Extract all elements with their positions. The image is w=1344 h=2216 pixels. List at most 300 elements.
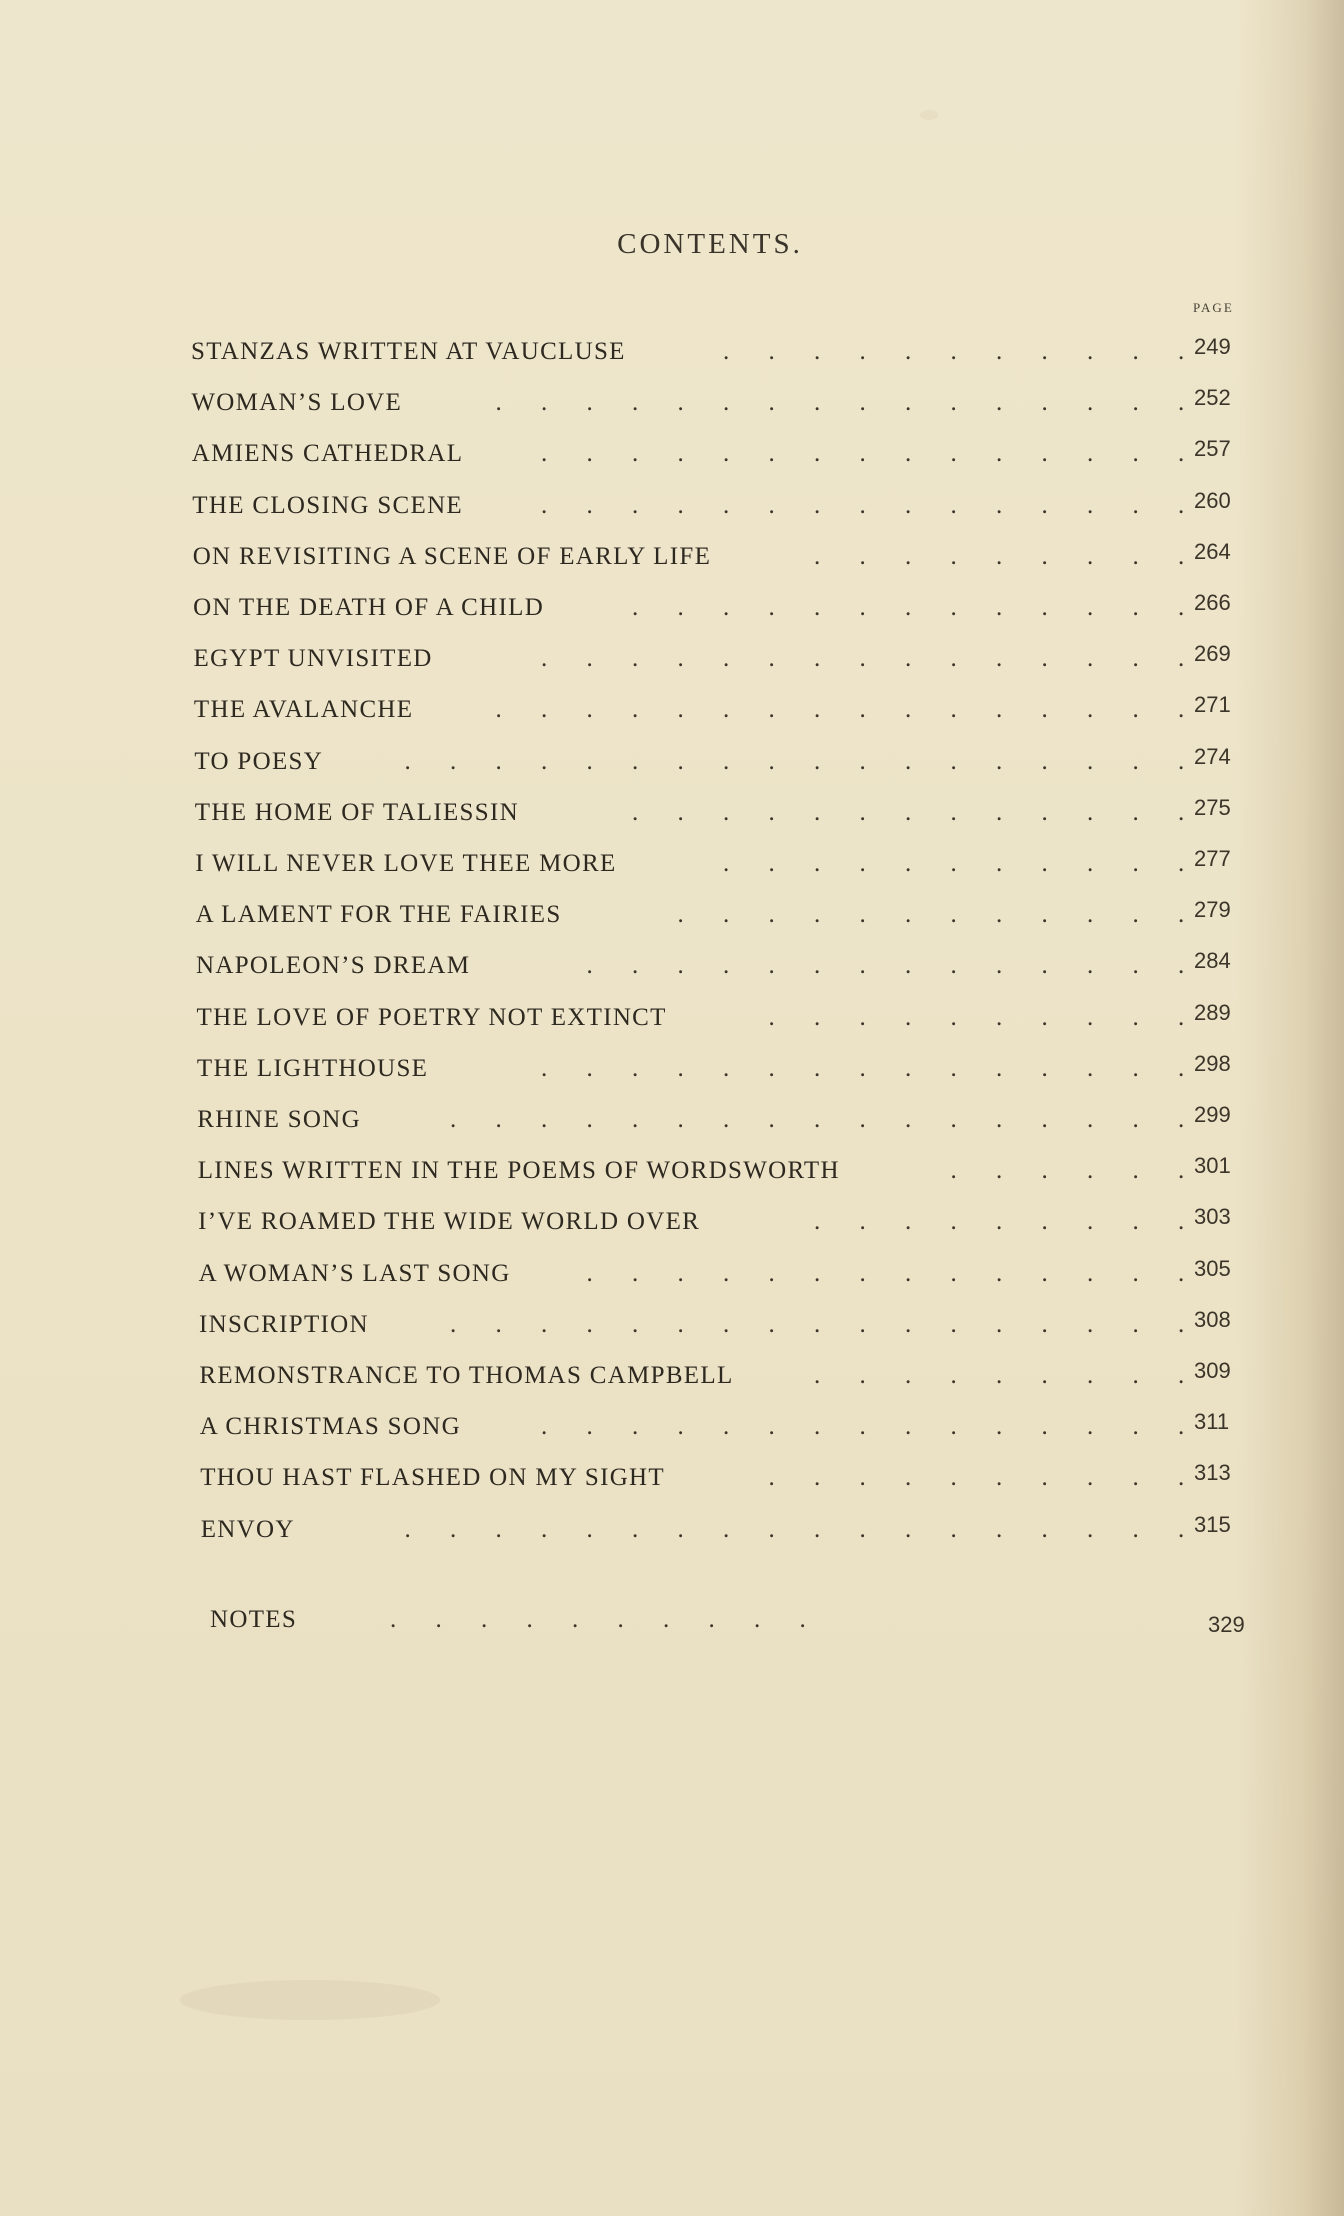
entry-page-number: 284 (1194, 948, 1231, 974)
entry-title: TO POESY (194, 747, 324, 775)
leader-dot: . (768, 901, 775, 929)
leader-dot: . (1178, 645, 1185, 673)
entry-title: AMIENS CATHEDRAL (191, 440, 464, 468)
leader-dot: . (1178, 901, 1185, 929)
leader-dot: . (768, 440, 775, 468)
leader-dot: . (1087, 696, 1094, 724)
leader-dot: . (1132, 440, 1139, 468)
leader-dot: . (768, 1413, 775, 1441)
entry-title: THE LOVE OF POETRY NOT EXTINCT (196, 1003, 667, 1031)
leader-dot: . (814, 850, 821, 877)
paper-speck (920, 110, 938, 120)
leader-dot: . (677, 1515, 684, 1543)
leader-dot: . (950, 1259, 957, 1287)
leader-dot: . (996, 1003, 1003, 1031)
leader-dot: . (1178, 1054, 1185, 1082)
notes-title: NOTES (210, 1606, 298, 1633)
leader-dot: . (677, 798, 684, 826)
entry-page-number: 289 (1194, 999, 1231, 1025)
leader-dot: . (632, 389, 639, 417)
entry-title: LINES WRITTEN IN THE POEMS OF WORDSWORTH (197, 1157, 840, 1185)
entry-title: THE AVALANCHE (193, 696, 414, 724)
leader-dot: . (905, 1259, 912, 1287)
leader-dot: . (1087, 952, 1094, 980)
contents-entry (0, 794, 1344, 839)
leader-dot: . (950, 952, 957, 980)
contents-entry (0, 334, 1344, 378)
leader-dot: . (950, 798, 957, 826)
leader-dot: . (1132, 389, 1139, 417)
entry-page-number: 277 (1194, 846, 1231, 871)
contents-entry (0, 487, 1344, 532)
leader-dot: . (859, 1259, 866, 1287)
leader-dot: . (768, 1515, 775, 1543)
page-column-label: PAGE (1193, 300, 1234, 315)
leader-dot: . (1087, 1208, 1094, 1236)
leader-dot: . (677, 1106, 684, 1133)
leader-dot: . (1132, 491, 1139, 519)
leader-dot: . (996, 1208, 1003, 1236)
contents-entry (0, 1050, 1344, 1095)
leader-dot: . (996, 1106, 1003, 1133)
contents-entry (0, 590, 1344, 634)
leader-dot: . (1041, 338, 1048, 365)
leader-dot: . (586, 952, 593, 980)
leader-dot: . (1178, 952, 1185, 980)
leader-dot: . (1178, 1259, 1185, 1287)
leader-dot: . (996, 491, 1003, 519)
leader-dot: . (586, 747, 593, 775)
leader-dot: . (586, 1106, 593, 1133)
leader-dot: . (814, 1515, 821, 1543)
contents-entry (0, 948, 1344, 992)
leader-dot: . (723, 850, 730, 877)
leader-dot: . (1178, 542, 1185, 570)
leader-dot: . (768, 1106, 775, 1133)
paper-stain (180, 1980, 440, 2020)
leader-dot: . (586, 440, 593, 468)
leader-dot: . (905, 1208, 912, 1236)
leader-dot: . (586, 1310, 593, 1338)
contents-entry (0, 1255, 1344, 1300)
leader-dot: . (859, 338, 866, 365)
leader-dot: . (677, 491, 684, 519)
leader-dot: . (859, 1310, 866, 1338)
leader-dot: . (814, 542, 821, 570)
leader-dot: . (677, 389, 684, 417)
leader-dot: . (1087, 1003, 1094, 1031)
leader-dot: . (859, 594, 866, 621)
leader-dot: . (450, 747, 457, 775)
leader-dot: . (1178, 1413, 1185, 1441)
leader-dot: . (1087, 1413, 1094, 1441)
leader-dot: . (1041, 747, 1048, 775)
leader-dot: . (541, 696, 548, 724)
leader-dot: . (723, 338, 730, 365)
entry-page-number: 313 (1194, 1460, 1231, 1486)
leader-dot: . (996, 850, 1003, 877)
leader-dot: . (1132, 1106, 1139, 1133)
leader-dot: . (1178, 1362, 1185, 1389)
leader-dot: . (905, 1515, 912, 1543)
entry-page-number: 275 (1194, 794, 1231, 820)
leader-dot: . (723, 798, 730, 826)
leader-dot: . (996, 1310, 1003, 1338)
leader-dot: . (450, 1106, 457, 1133)
leader-dot: . (1178, 798, 1185, 826)
leader-dot: . (677, 1054, 684, 1082)
leader-dot: . (450, 1310, 457, 1338)
leader-dot: . (586, 491, 593, 519)
contents-entry (0, 385, 1344, 429)
leader-dot: . (1132, 1310, 1139, 1338)
leader-dot: . (950, 1310, 957, 1338)
leader-dot: . (768, 696, 775, 724)
leader-dot: . (1178, 1310, 1185, 1338)
entry-title: ON THE DEATH OF A CHILD (193, 594, 545, 621)
leader-dot: . (1087, 798, 1094, 826)
leader-dot: . (996, 952, 1003, 980)
entry-title: EGYPT UNVISITED (193, 645, 433, 673)
leader-dot: . (1132, 1362, 1139, 1389)
leader-dot: . (950, 747, 957, 775)
leader-dot: . (950, 1106, 957, 1133)
leader-dot: . (586, 389, 593, 417)
entry-title: I’VE ROAMED THE WIDE WORLD OVER (198, 1208, 701, 1236)
leader-dot: . (632, 440, 639, 468)
leader-dot: . (677, 696, 684, 724)
leader-dot: . (723, 1515, 730, 1543)
leader-dot: . (814, 1413, 821, 1441)
leader-dot: . (1178, 1208, 1185, 1236)
leader-dot: . (768, 798, 775, 826)
entry-page-number: 311 (1194, 1409, 1230, 1435)
leader-dot: . (723, 389, 730, 417)
leader-dot: . (677, 747, 684, 775)
leader-dot: . (768, 1054, 775, 1082)
leader-dot: . (905, 1106, 912, 1133)
leader-dot: . (1132, 1259, 1139, 1287)
leader-dot: . (814, 645, 821, 673)
leader-dot: . (905, 1464, 912, 1492)
leader-dot: . (859, 901, 866, 929)
entry-page-number: 309 (1194, 1358, 1231, 1383)
leader-dot: . (859, 850, 866, 877)
leader-dot: . (1041, 594, 1048, 621)
notes-page-number: 329 (1208, 1612, 1245, 1637)
leader-dot: . (950, 542, 957, 570)
leader-dot: . (541, 645, 548, 673)
leader-dot: . (723, 747, 730, 775)
leader-dot: . (905, 491, 912, 519)
contents-entry (0, 1358, 1344, 1402)
leader-dot: . (677, 1413, 684, 1441)
entry-title: THE LIGHTHOUSE (196, 1054, 429, 1082)
leader-dot: . (859, 491, 866, 519)
leader-dot: . (1041, 542, 1048, 570)
leader-dot: . (814, 1106, 821, 1133)
entry-page-number: 264 (1194, 538, 1231, 564)
leader-dot: . (814, 491, 821, 519)
contents-heading: CONTENTS. (617, 228, 803, 260)
leader-dot: . (814, 1310, 821, 1338)
leader-dot: . (950, 440, 957, 468)
leader-dot: . (541, 440, 548, 468)
leader-dot: . (1041, 389, 1048, 417)
leader-dot: . (1132, 747, 1139, 775)
leader-dot: . (677, 901, 684, 929)
contents-entry (0, 1102, 1344, 1146)
leader-dot: . (632, 1413, 639, 1441)
leader-dot: . (905, 1003, 912, 1031)
entry-page-number: 252 (1194, 385, 1231, 411)
leader-dot: . (1087, 850, 1094, 877)
leader-dot: . (1087, 338, 1094, 365)
leader-dot: . (1087, 542, 1094, 570)
leader-dot: . (632, 952, 639, 980)
leader-dot: . (632, 1054, 639, 1082)
leader-dot: . (1178, 389, 1185, 417)
leader-dot: . (586, 645, 593, 673)
contents-entry (0, 743, 1344, 788)
leader-dot: . (859, 798, 866, 826)
leader-dot: . (1178, 440, 1185, 468)
leader-dot: . (905, 1054, 912, 1082)
entry-title: THE CLOSING SCENE (192, 491, 464, 519)
leader-dot: . (905, 901, 912, 929)
leader-dot: . (950, 1362, 957, 1389)
leader-dot: . (996, 1515, 1003, 1543)
leader-dot: . (541, 491, 548, 519)
leader-dot: . (632, 1310, 639, 1338)
leader-dot: . (541, 1413, 548, 1441)
leader-dot: . (632, 1106, 639, 1133)
leader-dot: . (1087, 1515, 1094, 1543)
leader-dot: . (950, 901, 957, 929)
entry-title: RHINE SONG (197, 1106, 361, 1133)
leader-dot: . (1132, 542, 1139, 570)
leader-dot: . (586, 1054, 593, 1082)
leader-dot: . (1132, 338, 1139, 365)
leader-dot: . (814, 747, 821, 775)
leader-dot: . (768, 1310, 775, 1338)
leader-dot: . (404, 747, 411, 775)
entry-title: REMONSTRANCE TO THOMAS CAMPBELL (199, 1362, 734, 1389)
leader-dot: . (768, 645, 775, 673)
leader-dot: . (1178, 1157, 1185, 1185)
leader-dot: . (1041, 440, 1048, 468)
entry-page-number: 308 (1194, 1306, 1231, 1332)
dot-leader: . . . . . . . . . . (390, 1606, 806, 1633)
leader-dot: . (768, 1464, 775, 1492)
leader-dot: . (768, 1003, 775, 1031)
leader-dot: . (814, 696, 821, 724)
entry-title: ON REVISITING A SCENE OF EARLY LIFE (192, 542, 712, 570)
leader-dot: . (814, 440, 821, 468)
leader-dot: . (859, 1106, 866, 1133)
leader-dot: . (859, 542, 866, 570)
contents-entry (0, 1409, 1344, 1453)
contents-entry (0, 999, 1344, 1044)
leader-dot: . (859, 645, 866, 673)
leader-dot: . (996, 1413, 1003, 1441)
leader-dot: . (495, 1310, 502, 1338)
leader-dot: . (723, 1310, 730, 1338)
leader-dot: . (1041, 1259, 1048, 1287)
leader-dot: . (495, 389, 502, 417)
leader-dot: . (1132, 850, 1139, 877)
leader-dot: . (905, 338, 912, 365)
contents-entry (0, 641, 1344, 685)
leader-dot: . (1041, 798, 1048, 826)
leader-dot: . (814, 1208, 821, 1236)
leader-dot: . (1087, 1464, 1094, 1492)
leader-dot: . (1132, 594, 1139, 621)
leader-dot: . (859, 1362, 866, 1389)
leader-dot: . (1178, 594, 1185, 621)
entry-title: WOMAN’S LOVE (191, 389, 403, 417)
entry-title: INSCRIPTION (199, 1310, 369, 1338)
leader-dot: . (1132, 1413, 1139, 1441)
leader-dot: . (1132, 1208, 1139, 1236)
leader-dot: . (677, 594, 684, 621)
leader-dot: . (950, 696, 957, 724)
leader-dot: . (996, 338, 1003, 365)
leader-dot: . (1041, 1106, 1048, 1133)
leader-dot: . (950, 1157, 957, 1185)
leader-dot: . (1041, 1054, 1048, 1082)
leader-dot: . (905, 389, 912, 417)
leader-dot: . (996, 594, 1003, 621)
leader-dot: . (723, 901, 730, 929)
leader-dot: . (632, 798, 639, 826)
leader-dot: . (950, 1054, 957, 1082)
leader-dot: . (1041, 1003, 1048, 1031)
contents-entry (0, 1460, 1344, 1504)
leader-dot: . (859, 1464, 866, 1492)
leader-dot: . (1087, 1259, 1094, 1287)
leader-dot: . (677, 1259, 684, 1287)
leader-dot: . (632, 747, 639, 775)
leader-dot: . (1041, 1310, 1048, 1338)
entry-title: STANZAS WRITTEN AT VAUCLUSE (191, 338, 626, 365)
leader-dot: . (1132, 1515, 1139, 1543)
leader-dot: . (996, 901, 1003, 929)
leader-dot: . (1041, 1413, 1048, 1441)
leader-dot: . (541, 1054, 548, 1082)
leader-dot: . (768, 338, 775, 365)
leader-dot: . (996, 440, 1003, 468)
leader-dot: . (1178, 1003, 1185, 1031)
leader-dot: . (586, 1515, 593, 1543)
leader-dot: . (950, 491, 957, 519)
leader-dot: . (1087, 901, 1094, 929)
leader-dot: . (768, 747, 775, 775)
leader-dot: . (768, 850, 775, 877)
entry-page-number: 269 (1194, 641, 1231, 667)
leader-dot: . (1178, 850, 1185, 877)
leader-dot: . (541, 747, 548, 775)
entry-title: A CHRISTMAS SONG (199, 1413, 461, 1441)
leader-dot: . (723, 1413, 730, 1441)
leader-dot: . (768, 491, 775, 519)
leader-dot: . (950, 594, 957, 621)
leader-dot: . (1087, 1310, 1094, 1338)
leader-dot: . (768, 594, 775, 621)
entry-title: THE HOME OF TALIESSIN (194, 798, 519, 826)
contents-entry (0, 1306, 1344, 1351)
leader-dot: . (495, 1106, 502, 1133)
leader-dot: . (1178, 1464, 1185, 1492)
leader-dot: . (586, 1413, 593, 1441)
leader-dot: . (495, 1515, 502, 1543)
entry-title: A LAMENT FOR THE FAIRIES (195, 901, 562, 929)
leader-dot: . (723, 440, 730, 468)
leader-dot: . (1087, 1362, 1094, 1389)
leader-dot: . (1178, 696, 1185, 724)
leader-dot: . (1041, 1515, 1048, 1543)
contents-entry (0, 538, 1344, 583)
entry-page-number: 303 (1194, 1204, 1231, 1230)
leader-dot: . (996, 1362, 1003, 1389)
leader-dot: . (768, 389, 775, 417)
leader-dot: . (905, 440, 912, 468)
leader-dot: . (905, 594, 912, 621)
leader-dot: . (814, 594, 821, 621)
leader-dot: . (1041, 1362, 1048, 1389)
leader-dot: . (723, 645, 730, 673)
leader-dot: . (905, 1310, 912, 1338)
leader-dot: . (1041, 850, 1048, 877)
leader-dot: . (950, 389, 957, 417)
leader-dot: . (632, 594, 639, 621)
leader-dot: . (677, 440, 684, 468)
leader-dot: . (1087, 645, 1094, 673)
leader-dot: . (586, 1259, 593, 1287)
leader-dot: . (1087, 491, 1094, 519)
leader-dot: . (950, 1208, 957, 1236)
leader-dot: . (1132, 696, 1139, 724)
leader-dot: . (1132, 1054, 1139, 1082)
leader-dot: . (1041, 696, 1048, 724)
entry-title: I WILL NEVER LOVE THEE MORE (195, 850, 617, 877)
leader-dot: . (950, 1003, 957, 1031)
leader-dot: . (905, 1362, 912, 1389)
leader-dot: . (950, 850, 957, 877)
leader-dot: . (905, 696, 912, 724)
leader-dot: . (814, 798, 821, 826)
leader-dot: . (905, 798, 912, 826)
contents-entry (0, 897, 1344, 941)
leader-dot: . (541, 1106, 548, 1133)
leader-dot: . (814, 952, 821, 980)
leader-dot: . (1132, 645, 1139, 673)
leader-dot: . (632, 645, 639, 673)
leader-dot: . (996, 645, 1003, 673)
leader-dot: . (450, 1515, 457, 1543)
leader-dot: . (950, 645, 957, 673)
entry-page-number: 260 (1194, 487, 1231, 513)
leader-dot: . (632, 491, 639, 519)
leader-dot: . (1178, 1106, 1185, 1133)
leader-dot: . (1087, 1157, 1094, 1185)
entry-title: A WOMAN’S LAST SONG (198, 1259, 511, 1287)
entry-page-number: 257 (1194, 436, 1231, 462)
leader-dot: . (859, 440, 866, 468)
entry-page-number: 274 (1194, 743, 1231, 769)
leader-dot: . (723, 952, 730, 980)
entry-page-number: 299 (1194, 1102, 1231, 1127)
